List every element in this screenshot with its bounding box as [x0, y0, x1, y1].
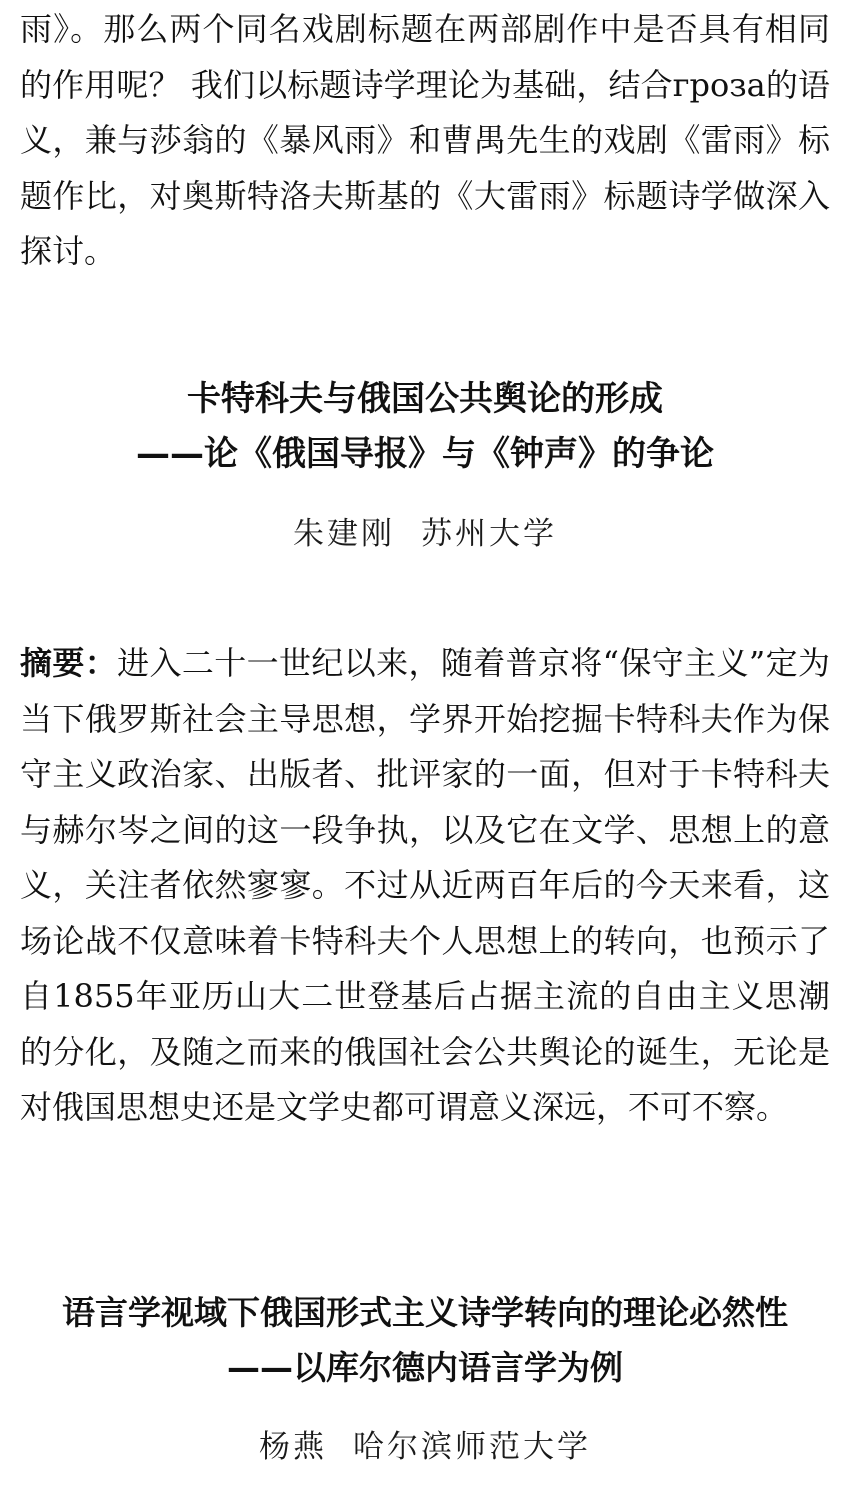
article2-title: 语言学视域下俄国形式主义诗学转向的理论必然性 [62, 1293, 788, 1332]
article1-author-name: 朱建刚 [293, 516, 395, 552]
article1-subtitle: ——论《俄国导报》与《钟声》的争论 [136, 434, 714, 474]
article1-author-line [20, 514, 830, 554]
article2-author-line [20, 1427, 830, 1467]
article2-author-name: 杨燕 [259, 1429, 327, 1465]
article1-title: 卡特科夫与俄国公共舆论的形成 [187, 379, 663, 419]
article1-title-block [20, 372, 830, 482]
abstract-label: 摘要： [20, 644, 118, 682]
abstract-text: 进入二十一世纪以来，随着普京将“保守主义”定为当下俄罗斯社会主导思想，学界开始挖掘卡特科夫作为保守主义政治家、出版者、批评家的一面，但对于卡特科夫与赫尔岑之间的这一段争执，以及它在文学、思想上的意义，关注者依然寥寥。不过从近两百年后的今天来看，这场论战不仅意味着卡特科夫个人思想上的转向，也预示了自1855年亚历山大二世登基后占据主流的自由主义思潮的分化，及随之而来的俄国社会公共舆论的诞生，无论是对俄国思想史还是文学史都可谓意义深远，不可不察。 [20, 644, 830, 1126]
article2-author-affiliation: 哈尔滨师范大学 [353, 1429, 591, 1465]
article2-subtitle: ——以库尔德内语言学为例 [227, 1348, 623, 1387]
article1-author-affiliation: 苏州大学 [421, 516, 557, 552]
article1-abstract [20, 636, 830, 1136]
intro-paragraph: 雨》。那么两个同名戏剧标题在两部剧作中是否具有相同的作用呢？ 我们以标题诗学理论为基础，结合гроза的语义，兼与莎翁的《暴风雨》和曹禺先生的戏剧《雷雨》标题作比，对奥斯特洛夫斯基的《大雷雨》标题诗学做深入探讨。 [20, 10, 830, 270]
article2-title-block [20, 1285, 830, 1395]
